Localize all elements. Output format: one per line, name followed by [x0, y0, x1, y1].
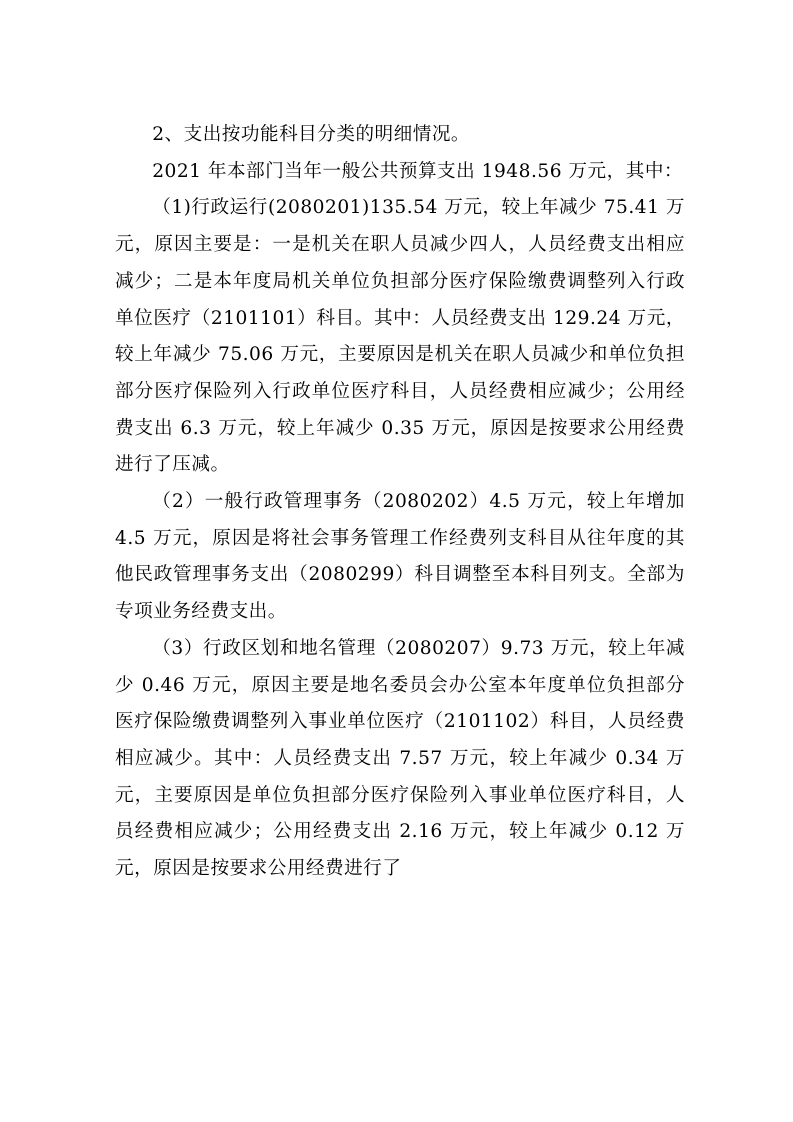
item-3-paragraph: （3）行政区划和地名管理（2080207）9.73 万元，较上年减少 0.46 万元，原因主要是地名委员会办公室本年度单位负担部分医疗保险缴费调整列入事业单位医疗（2101102）科目，人员经费相应减少。其中：人员经费支出 7.57 万元，较上年减少 0.34 万元，主要原因是单位负担部分医疗保险列入事业单位医疗科目，人员经费相应减少；公用经费支出 2.16 万元，较上年减少 0.12 万元，原因是按要求公用经费进行了 [115, 637, 685, 880]
section-heading: 2、支出按功能科目分类的明细情况。 [152, 124, 471, 145]
document-page [115, 117, 685, 888]
summary-paragraph: 2021 年本部门当年一般公共预算支出 1948.56 万元，其中： [152, 160, 684, 182]
item-2-paragraph: （2）一般行政管理事务（2080202）4.5 万元，较上年增加 4.5 万元，原因是将社会事务管理工作经费列支科目从往年度的其他民政管理事务支出（2080299）科目调整至本科目列支。全部为专项业务经费支出。 [115, 491, 685, 623]
item-1-paragraph: （1)行政运行(2080201)135.54 万元，较上年减少 75.41 万元，原因主要是：一是机关在职人员减少四人，人员经费支出相应减少；二是本年度局机关单位负担部分医疗保险缴费调整列入行政单位医疗（2101101）科目。其中：人员经费支出 129.24 万元，较上年减少 75.06 万元，主要原因是机关在职人员减少和单位负担部分医疗保险列入行政单位医疗科目，人员经费相应减少；公用经费支出 6.3 万元，较上年减少 0.35 万元，原因是按要求公用经费进行了压减。 [115, 197, 685, 476]
